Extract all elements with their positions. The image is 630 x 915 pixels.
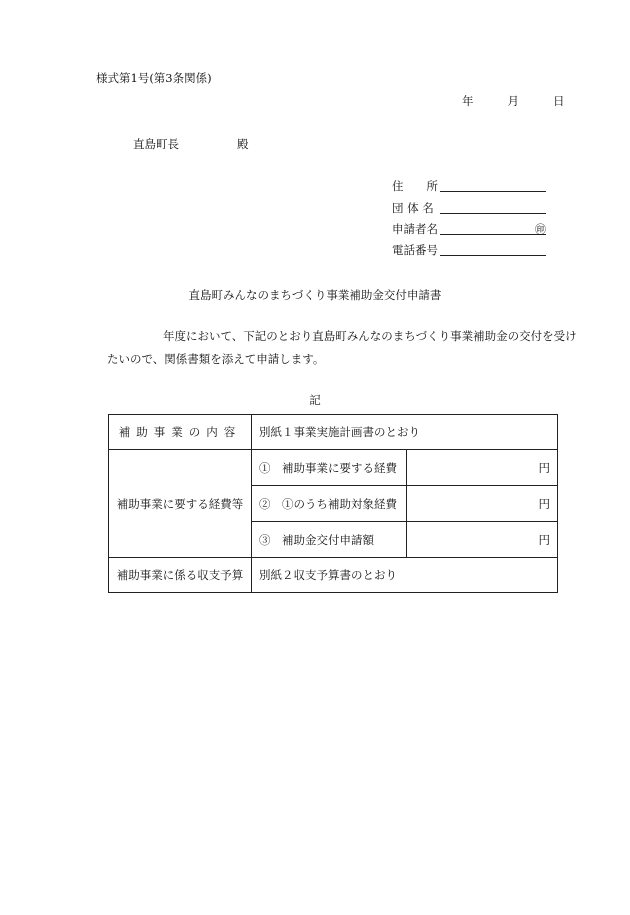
expense-amount-2[interactable]: 円: [407, 486, 558, 522]
date-month: 月: [507, 94, 519, 108]
applicant-label: 申請者名: [392, 222, 438, 236]
expense-amount-1[interactable]: 円: [407, 450, 558, 486]
seal-mark: ㊞: [535, 223, 546, 236]
ki-marker: 記: [309, 393, 321, 407]
expense-item-2: ② ①のうち補助対象経費: [252, 486, 407, 522]
phone-input-line[interactable]: [440, 243, 546, 256]
budget-value: 別紙２収支予算書のとおり: [252, 558, 558, 593]
content-header: 補助事業の内容: [109, 415, 252, 450]
phone-label: 電話番号: [392, 243, 438, 257]
content-value: 別紙１事業実施計画書のとおり: [252, 415, 558, 450]
expense-item-3: ③ 補助金交付申請額: [252, 522, 407, 558]
date-day: 日: [553, 94, 565, 108]
application-table: [108, 414, 558, 593]
addressee-name: 直島町長: [133, 137, 179, 151]
applicant-field: [392, 221, 546, 237]
date-line: [462, 93, 565, 109]
address-input-line[interactable]: [440, 179, 546, 192]
document-title: 直島町みんなのまちづくり事業補助金交付申請書: [188, 288, 442, 302]
date-year: 年: [462, 94, 474, 108]
expense-header: 補助事業に要する経費等: [109, 450, 252, 558]
table-row: [109, 415, 558, 450]
applicant-input-line[interactable]: [440, 222, 546, 235]
addressee: [133, 136, 249, 152]
body-text: 年度において、下記のとおり直島町みんなのまちづくり事業補助金の交付を受けたいので、関係書類を添えて申請します。: [107, 329, 577, 366]
table-row: [109, 558, 558, 593]
address-field: [392, 178, 546, 194]
expense-amount-3[interactable]: 円: [407, 522, 558, 558]
expense-item-1: ① 補助事業に要する経費: [252, 450, 407, 486]
phone-field: [392, 242, 546, 258]
table-row: [109, 450, 558, 486]
budget-header: 補助事業に係る収支予算: [109, 558, 252, 593]
form-number-label: 様式第1号(第3条関係): [96, 71, 212, 85]
organization-input-line[interactable]: [440, 201, 546, 214]
organization-field: [392, 200, 546, 216]
addressee-honorific: 殿: [237, 137, 249, 151]
organization-label: 団 体 名: [392, 201, 434, 215]
address-label: 住 所: [392, 179, 438, 193]
